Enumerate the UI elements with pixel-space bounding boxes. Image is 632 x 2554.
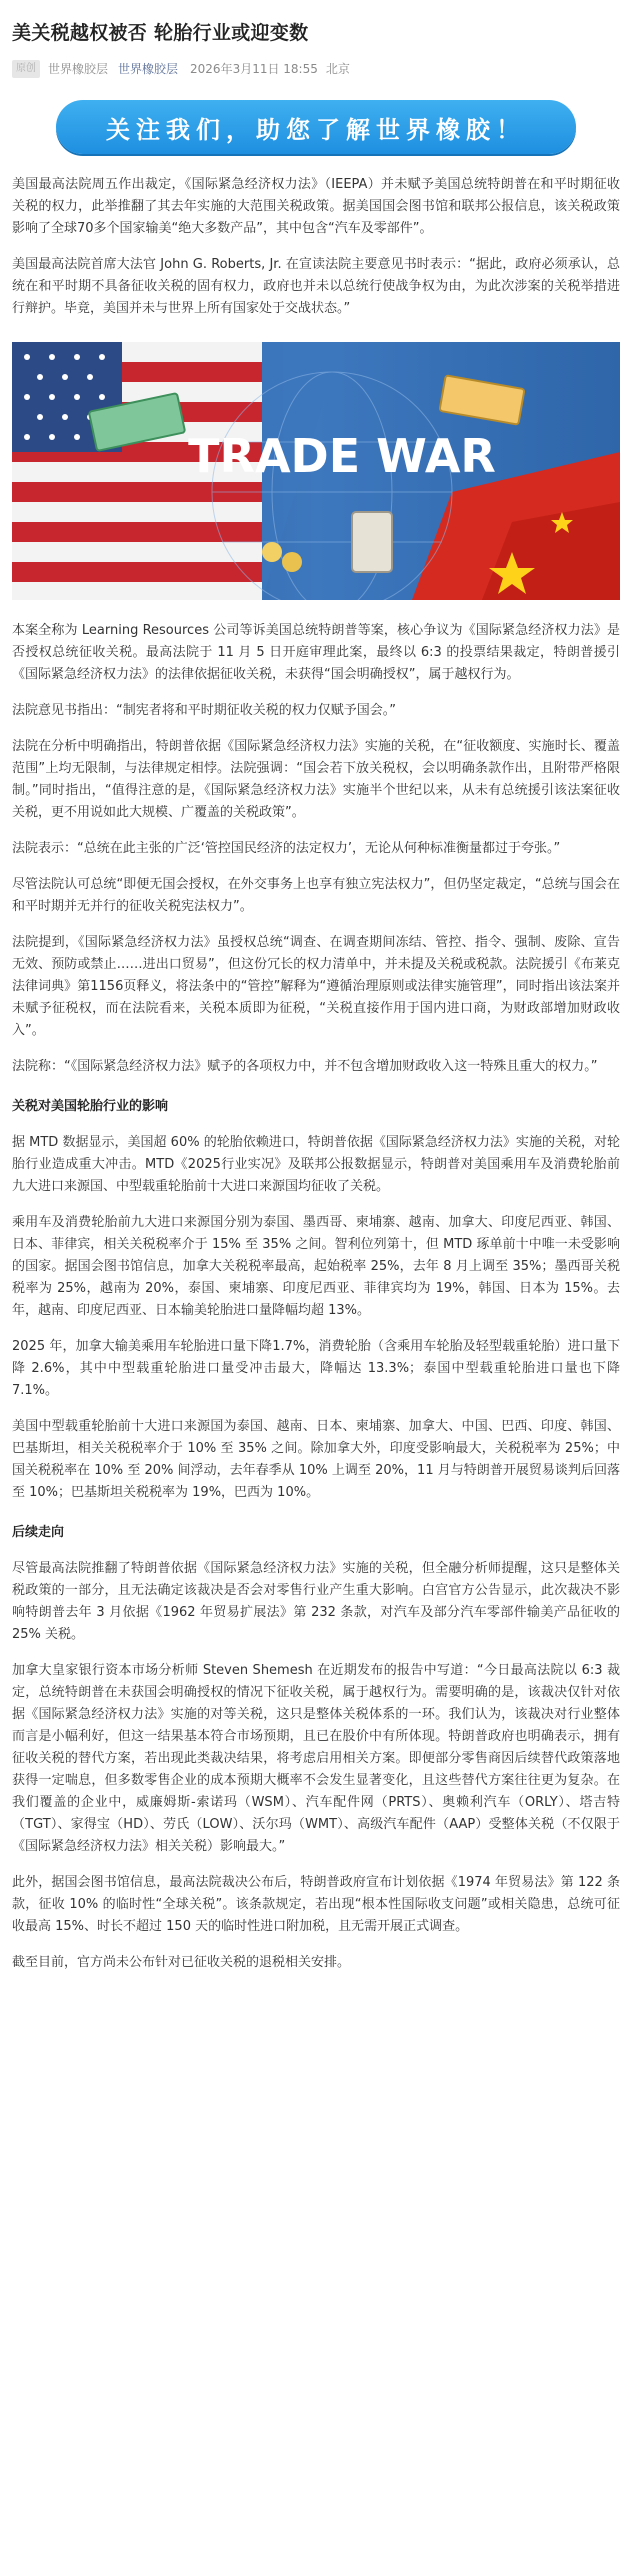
publish-date: 2026年3月11日 18:55 bbox=[190, 62, 318, 76]
trade-war-image bbox=[12, 342, 620, 600]
trade-war-text: TRADE WAR bbox=[188, 429, 496, 483]
paragraph: 尽管最高法院推翻了特朗普依据《国际紧急经济权力法》实施的关税，但全融分析师提醒，这只是整体关税政策的一部分，且无法确定该裁决是否会对零售行业产生重大影响。白宫官方公告显示，此次裁决不影响特朗普去年 3 月依据《1962 年贸易扩展法》第 232 条款，对汽车及部分汽车零部件输美产品征收的 25% 关税。 bbox=[12, 1561, 620, 1642]
paragraph: 美国中型载重轮胎前十大进口来源国为泰国、越南、日本、柬埔寨、加拿大、中国、巴西、印度、韩国、巴基斯坦，相关关税税率介于 10% 至 35% 之间。除加拿大外，印度受影响最大，关税税率为 25%；中国关税税率在 10% 至 20% 间浮动，去年春季从 10% 上调至 20%，11 月与特朗普开展贸易谈判后回落至 10%；巴基斯坦关税税率为 19%，巴西为 10%。 bbox=[12, 1419, 620, 1500]
paragraph: 加拿大皇家银行资本市场分析师 Steven Shemesh 在近期发布的报告中写道：“今日最高法院以 6:3 裁定，总统特朗普在未获国会明确授权的情况下征收关税，属于越权行为。需要明确的是，该裁决仅针对依据《国际紧急经济权力法》实施的对等关税，这只是整体关税体系的一环。我们认为，该裁决对行业整体而言是小幅利好，但这一结果基本符合市场预期，且已在股价中有所体现。特朗普政府也明确表示，拥有征收关税的替代方案，若出现此类裁决结果，将考虑启用相关方案。即便部分零售商因后续替代政策落地获得一定喘息，但多数零售企业的成本预期大概率不会发生显著变化，且这些替代方案往往更为复杂。在我们覆盖的企业中，威廉姆斯-索诺玛（WSM）、汽车配件网（PRTS）、奥赖利汽车（ORLY）、塔吉特（TGT）、家得宝（HD）、劳氏（LOW）、沃尔玛（WMT）、高级汽车配件（AAP）受整体关税（不仅限于《国际紧急经济权力法》相关关税）影响最大。” bbox=[12, 1663, 620, 1854]
follow-banner[interactable]: 关注我们，助您了解世界橡胶！ bbox=[56, 100, 576, 154]
article-meta bbox=[12, 60, 620, 78]
section-heading: 后续走向 bbox=[12, 1525, 65, 1540]
paragraph: 截至目前，官方尚未公布针对已征收关税的退税相关安排。 bbox=[12, 1955, 351, 1970]
paragraph: 法院表示：“总统在此主张的广泛‘管控国民经济的法定权力’，无论从何种标准衡量都过于夸张。” bbox=[12, 841, 561, 856]
paragraph: 据 MTD 数据显示，美国超 60% 的轮胎依赖进口，特朗普依据《国际紧急经济权力法》实施的关税，对轮胎行业造成重大冲击。MTD《2025行业实况》及联邦公报数据显示，特朗普对美国乘用车及消费轮胎前九大进口来源国、中型载重轮胎前十大进口来源国均征收了关税。 bbox=[12, 1135, 620, 1194]
publish-location: 北京 bbox=[325, 62, 350, 76]
paragraph: 本案全称为 Learning Resources 公司等诉美国总统特朗普等案，核心争议为《国际紧急经济权力法》是否授权总统征收关税。最高法院于 11 月 5 日开庭审理此案，最终以 6:3 的投票结果裁定，特朗普援引《国际紧急经济权力法》的法律依据征收关税，未获得“国会明确授权”，属于越权行为。 bbox=[12, 623, 620, 682]
paragraph: 法院在分析中明确指出，特朗普依据《国际紧急经济权力法》实施的关税，在“征收额度、实施时长、覆盖范围”上均无限制，与法律规定相悖。法院强调：“国会若下放关税权，会以明确条款作出，且附带严格限制。”同时指出，“值得注意的是，《国际紧急经济权力法》实施半个世纪以来，从未有总统援引该法案征收关税，更不用说如此大规模、广覆盖的关税政策”。 bbox=[12, 739, 620, 820]
paragraph: 尽管法院认可总统“即便无国会授权，在外交事务上也享有独立宪法权力”，但仍坚定裁定，“总统与国会在和平时期并无并行的征收关税宪法权力”。 bbox=[12, 877, 620, 914]
paragraph: 法院意见书指出：“制宪者将和平时期征收关税的权力仅赋予国会。” bbox=[12, 703, 396, 718]
paragraph: 法院提到，《国际紧急经济权力法》虽授权总统“调查、在调查期间冻结、管控、指令、强制、废除、宣告无效、预防或禁止……进出口贸易”，但这份冗长的权力清单中，并未提及关税或税款。法院援引《布莱克法律词典》第1156页释义，将法条中的“管控”解释为“遵循治理原则或法律实施管理”，同时指出该法案并未赋予征税权，而在法院看来，关税本质即为征税，“关税直接作用于国内进口商，为财政部增加财政收入”。 bbox=[12, 935, 620, 1038]
paragraph: 美国最高法院周五作出裁定，《国际紧急经济权力法》（IEEPA）并未赋予美国总统特朗普在和平时期征收关税的权力，此举推翻了其去年实施的大范围关税政策。据美国国会图书馆和联邦公报信息，该关税政策影响了全球70多个国家输美“绝大多数产品”，其中包含“汽车及零部件”。 bbox=[12, 177, 620, 236]
original-tag: 原创 bbox=[12, 60, 40, 78]
paragraph: 2025 年，加拿大输美乘用车轮胎进口量下降1.7%，消费轮胎（含乘用车轮胎及轻型载重轮胎）进口量下降 2.6%，其中中型载重轮胎进口量受冲击最大，降幅达 13.3%；泰国中型载重轮胎进口量也下降 7.1%。 bbox=[12, 1339, 620, 1398]
paragraph: 乘用车及消费轮胎前九大进口来源国分别为泰国、墨西哥、柬埔寨、越南、加拿大、印度尼西亚、韩国、日本、菲律宾，相关关税税率介于 15% 至 35% 之间。智利位列第十，但 MTD 琢单前十中唯一未受影响的国家。据国会图书馆信息，加拿大关税税率最高，起始税率 25%，去年 8 月上调至 35%；墨西哥关税税率为 25%，越南为 20%，泰国、柬埔寨、印度尼西亚、菲律宾均为 19%，韩国、日本为 15%。去年，越南、印度尼西亚、日本输美轮胎进口量降幅均超 13%。 bbox=[12, 1215, 620, 1318]
follow-banner-wrap bbox=[12, 100, 620, 154]
section-heading: 关税对美国轮胎行业的影响 bbox=[12, 1099, 169, 1114]
author-name: 世界橡胶层 bbox=[48, 62, 109, 76]
paragraph: 美国最高法院首席大法官 John G. Roberts, Jr. 在宣读法院主要意见书时表示：“据此，政府必须承认，总统在和平时期不具备征收关税的固有权力，政府也并未以总统行使战争权为由，为此次涉案的关税举措进行辩护。毕竟，美国并未与世界上所有国家处于交战状态。” bbox=[12, 257, 620, 316]
paragraph: 此外，据国会图书馆信息，最高法院裁决公布后，特朗普政府宣布计划依据《1974 年贸易法》第 122 条款，征收 10% 的临时性“全球关税”。该条款规定，若出现“根本性国际收支问题”或相关隐患，总统可征收最高 15%、时长不超过 150 天的临时性进口附加税，且无需开展正式调查。 bbox=[12, 1875, 620, 1934]
account-link[interactable]: 世界橡胶层 bbox=[118, 62, 179, 76]
article-title: 美关税越权被否 轮胎行业或迎变数 bbox=[12, 22, 309, 44]
trade-war-illustration bbox=[12, 342, 620, 600]
paragraph: 法院称：“《国际紧急经济权力法》赋予的各项权力中，并不包含增加财政收入这一特殊且重大的权力。” bbox=[12, 1059, 598, 1074]
